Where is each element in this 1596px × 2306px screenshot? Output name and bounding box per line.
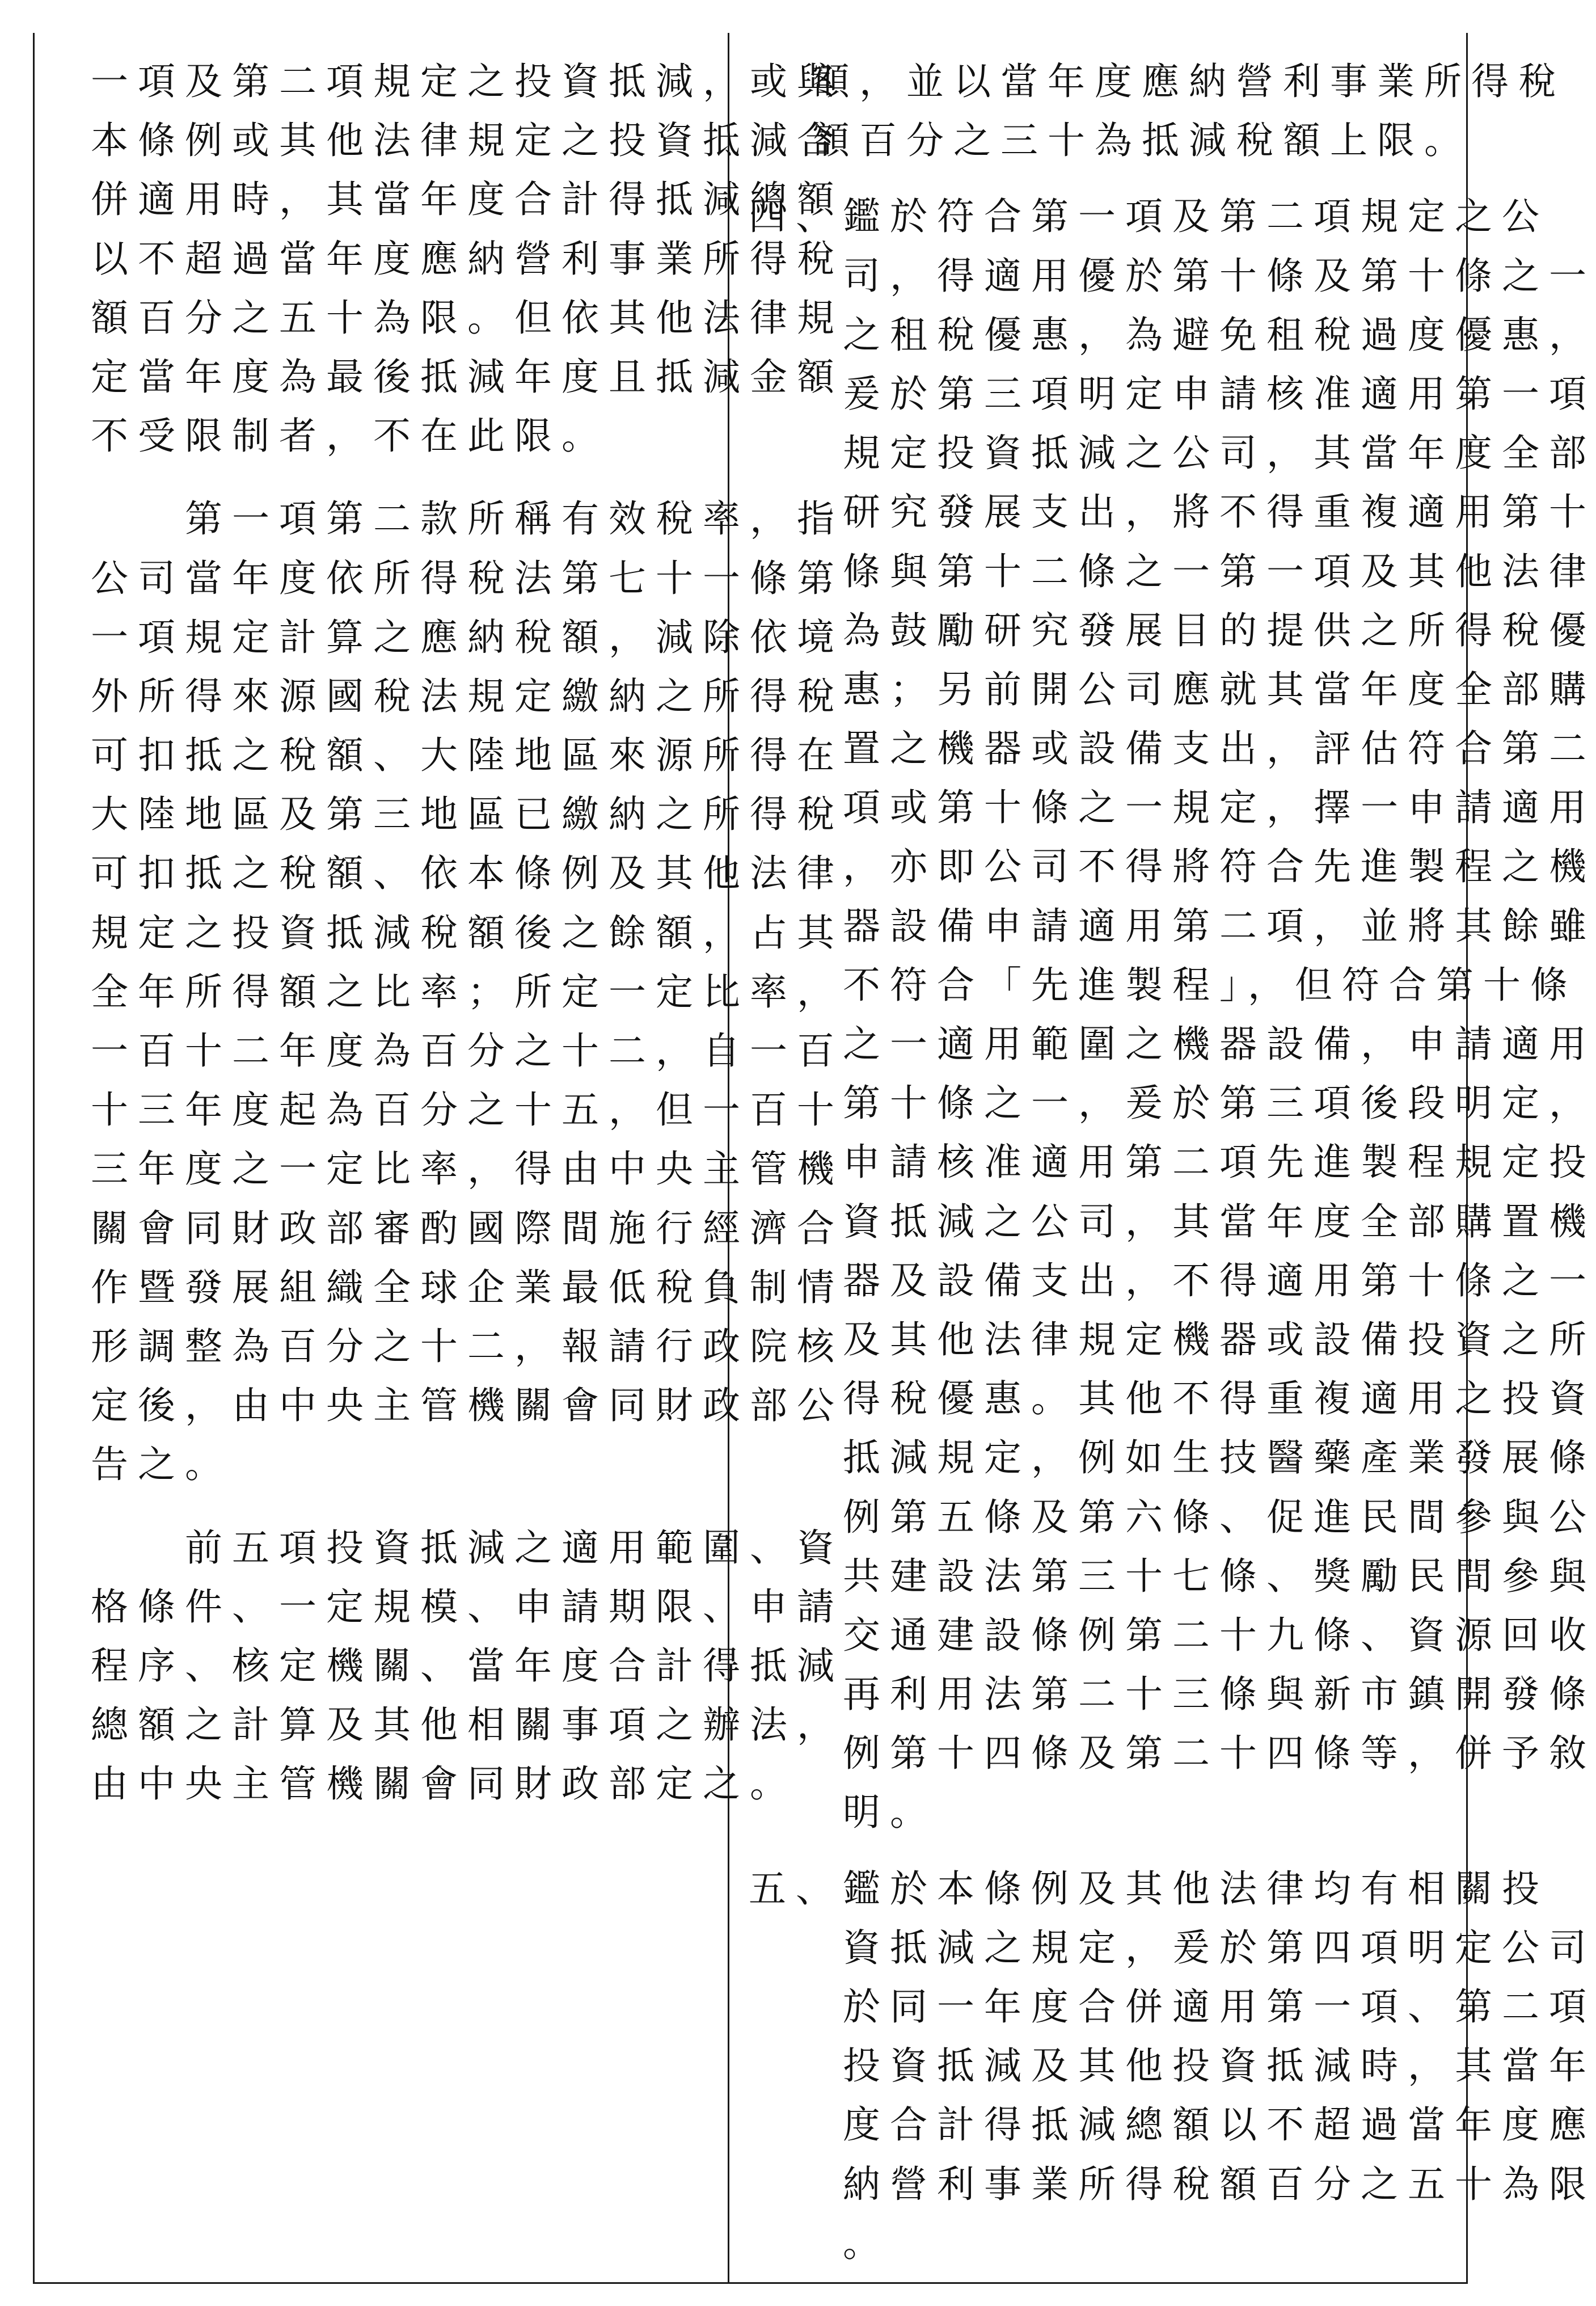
text-line: 程序、核定機關、當年度合計得抵減 — [91, 1643, 844, 1688]
text-line: 置之機器或設備支出，評估符合第二 — [749, 727, 1596, 771]
text-line: 四、鑑於符合第一項及第二項規定之公 — [749, 195, 1549, 239]
right-item-4 — [749, 187, 1596, 1842]
text-line: 研究發展支出，將不得重複適用第十 — [749, 490, 1596, 534]
text-line: 由中央主管機關會同財政部定之。 — [91, 1762, 797, 1806]
text-line: 全年所得額之比率；所定一定比率， — [91, 969, 844, 1014]
text-line: 額百分之五十為限。但依其他法律規 — [91, 296, 844, 340]
text-line: 五、鑑於本條例及其他法律均有相關投 — [749, 1866, 1549, 1911]
text-line: 交通建設條例第二十九條、資源回收 — [749, 1613, 1596, 1657]
text-line: 一項規定計算之應納稅額，減除依境 — [91, 615, 844, 659]
text-line: 明。 — [749, 1790, 937, 1835]
text-line: 司，得適用優於第十條及第十條之一 — [749, 254, 1596, 298]
text-line: 條與第十二條之一第一項及其他法律 — [749, 549, 1596, 593]
text-line: 一百十二年度為百分之十二，自一百 — [91, 1029, 844, 1073]
text-line: 十三年度起為百分之十五，但一百十 — [91, 1088, 844, 1132]
left-column-text — [91, 52, 844, 1814]
text-line: 併適用時，其當年度合計得抵減總額 — [91, 178, 844, 222]
text-line: 資抵減之公司，其當年度全部購置機 — [749, 1199, 1596, 1243]
text-line: 資抵減之規定，爰於第四項明定公司 — [749, 1925, 1596, 1970]
text-line: 額百分之三十為抵減稅額上限。 — [812, 119, 1471, 163]
text-line: 定當年度為最後抵減年度且抵減金額 — [91, 355, 844, 399]
text-line: 抵減規定，例如生技醫藥產業發展條 — [749, 1436, 1596, 1480]
text-line: ，亦即公司不得將符合先進製程之機 — [749, 845, 1596, 889]
text-line: 器及設備支出，不得適用第十條之一 — [749, 1258, 1596, 1302]
text-line: 例第五條及第六條、促進民間參與公 — [749, 1495, 1596, 1539]
left-paragraph-3 — [91, 1519, 844, 1814]
right-column-text — [749, 52, 1596, 2273]
text-line: 共建設法第三十七條、獎勵民間參與 — [749, 1554, 1596, 1598]
text-line: 及其他法律規定機器或設備投資之所 — [749, 1317, 1596, 1361]
left-paragraph-1 — [91, 52, 844, 466]
text-line: 定後，由中央主管機關會同財政部公 — [91, 1384, 844, 1428]
text-line: 投資抵減及其他投資抵減時，其當年 — [749, 2044, 1596, 2088]
text-line: 形調整為百分之十二，報請行政院核 — [91, 1324, 844, 1368]
text-line: 一項及第二項規定之投資抵減，或與 — [91, 60, 844, 103]
text-line: 項或第十條之一規定，擇一申請適用 — [749, 786, 1596, 830]
text-line: 之租稅優惠，為避免租稅過度優惠， — [749, 313, 1596, 357]
text-line: 申請核准適用第二項先進製程規定投 — [749, 1140, 1596, 1184]
text-line: 不符合「先進製程」，但符合第十條 — [749, 963, 1577, 1007]
text-line: 關會同財政部審酌國際間施行經濟合 — [91, 1206, 844, 1250]
text-line: 作暨發展組織全球企業最低稅負制情 — [91, 1265, 844, 1309]
text-line: 大陸地區及第三地區已繳納之所得稅 — [91, 792, 844, 837]
text-line: 器設備申請適用第二項，並將其餘雖 — [749, 904, 1596, 948]
text-line: 規定之投資抵減稅額後之餘額，占其 — [91, 910, 844, 955]
text-line: 額，並以當年度應納營利事業所得稅 — [812, 60, 1565, 103]
text-line: 三年度之一定比率，得由中央主管機 — [91, 1147, 844, 1191]
text-line: 告之。 — [91, 1443, 232, 1487]
text-line: 外所得來源國稅法規定繳納之所得稅 — [91, 674, 844, 718]
text-line: 納營利事業所得稅額百分之五十為限 — [749, 2162, 1596, 2206]
text-line: 度合計得抵減總額以不超過當年度應 — [749, 2103, 1596, 2147]
text-line: 以不超過當年度應納營利事業所得稅 — [91, 237, 844, 281]
text-line: 公司當年度依所得稅法第七十一條第 — [91, 556, 844, 600]
text-line: 。 — [749, 2221, 890, 2265]
left-paragraph-2 — [91, 490, 844, 1494]
text-line: 本條例或其他法律規定之投資抵減合 — [91, 119, 844, 163]
text-line: 規定投資抵減之公司，其當年度全部 — [749, 431, 1596, 475]
text-line: 總額之計算及其他相關事項之辦法， — [91, 1703, 844, 1747]
text-line: 得稅優惠。其他不得重複適用之投資 — [749, 1377, 1596, 1421]
text-line: 前五項投資抵減之適用範圍、資 — [91, 1525, 844, 1570]
right-item-5 — [749, 1860, 1596, 2273]
right-item-continuation — [749, 52, 1565, 170]
text-line: 例第十四條及第二十四條等，併予敘 — [749, 1731, 1596, 1776]
text-line: 第十條之一，爰於第三項後段明定， — [749, 1081, 1596, 1125]
text-line: 格條件、一定規模、申請期限、申請 — [91, 1584, 844, 1629]
text-line: 爰於第三項明定申請核准適用第一項 — [749, 372, 1596, 416]
text-line: 之一適用範圍之機器設備，申請適用 — [749, 1022, 1596, 1066]
text-line: 為鼓勵研究發展目的提供之所得稅優 — [749, 608, 1596, 652]
text-line: 再利用法第二十三條與新市鎮開發條 — [749, 1672, 1596, 1717]
text-line: 可扣抵之稅額、大陸地區來源所得在 — [91, 733, 844, 778]
text-line: 不受限制者，不在此限。 — [91, 414, 609, 458]
text-line: 可扣抵之稅額、依本條例及其他法律 — [91, 851, 844, 896]
text-line: 第一項第二款所稱有效稅率，指 — [91, 497, 844, 541]
text-line: 於同一年度合併適用第一項、第二項 — [749, 1985, 1596, 2029]
text-line: 惠；另前開公司應就其當年度全部購 — [749, 667, 1596, 711]
